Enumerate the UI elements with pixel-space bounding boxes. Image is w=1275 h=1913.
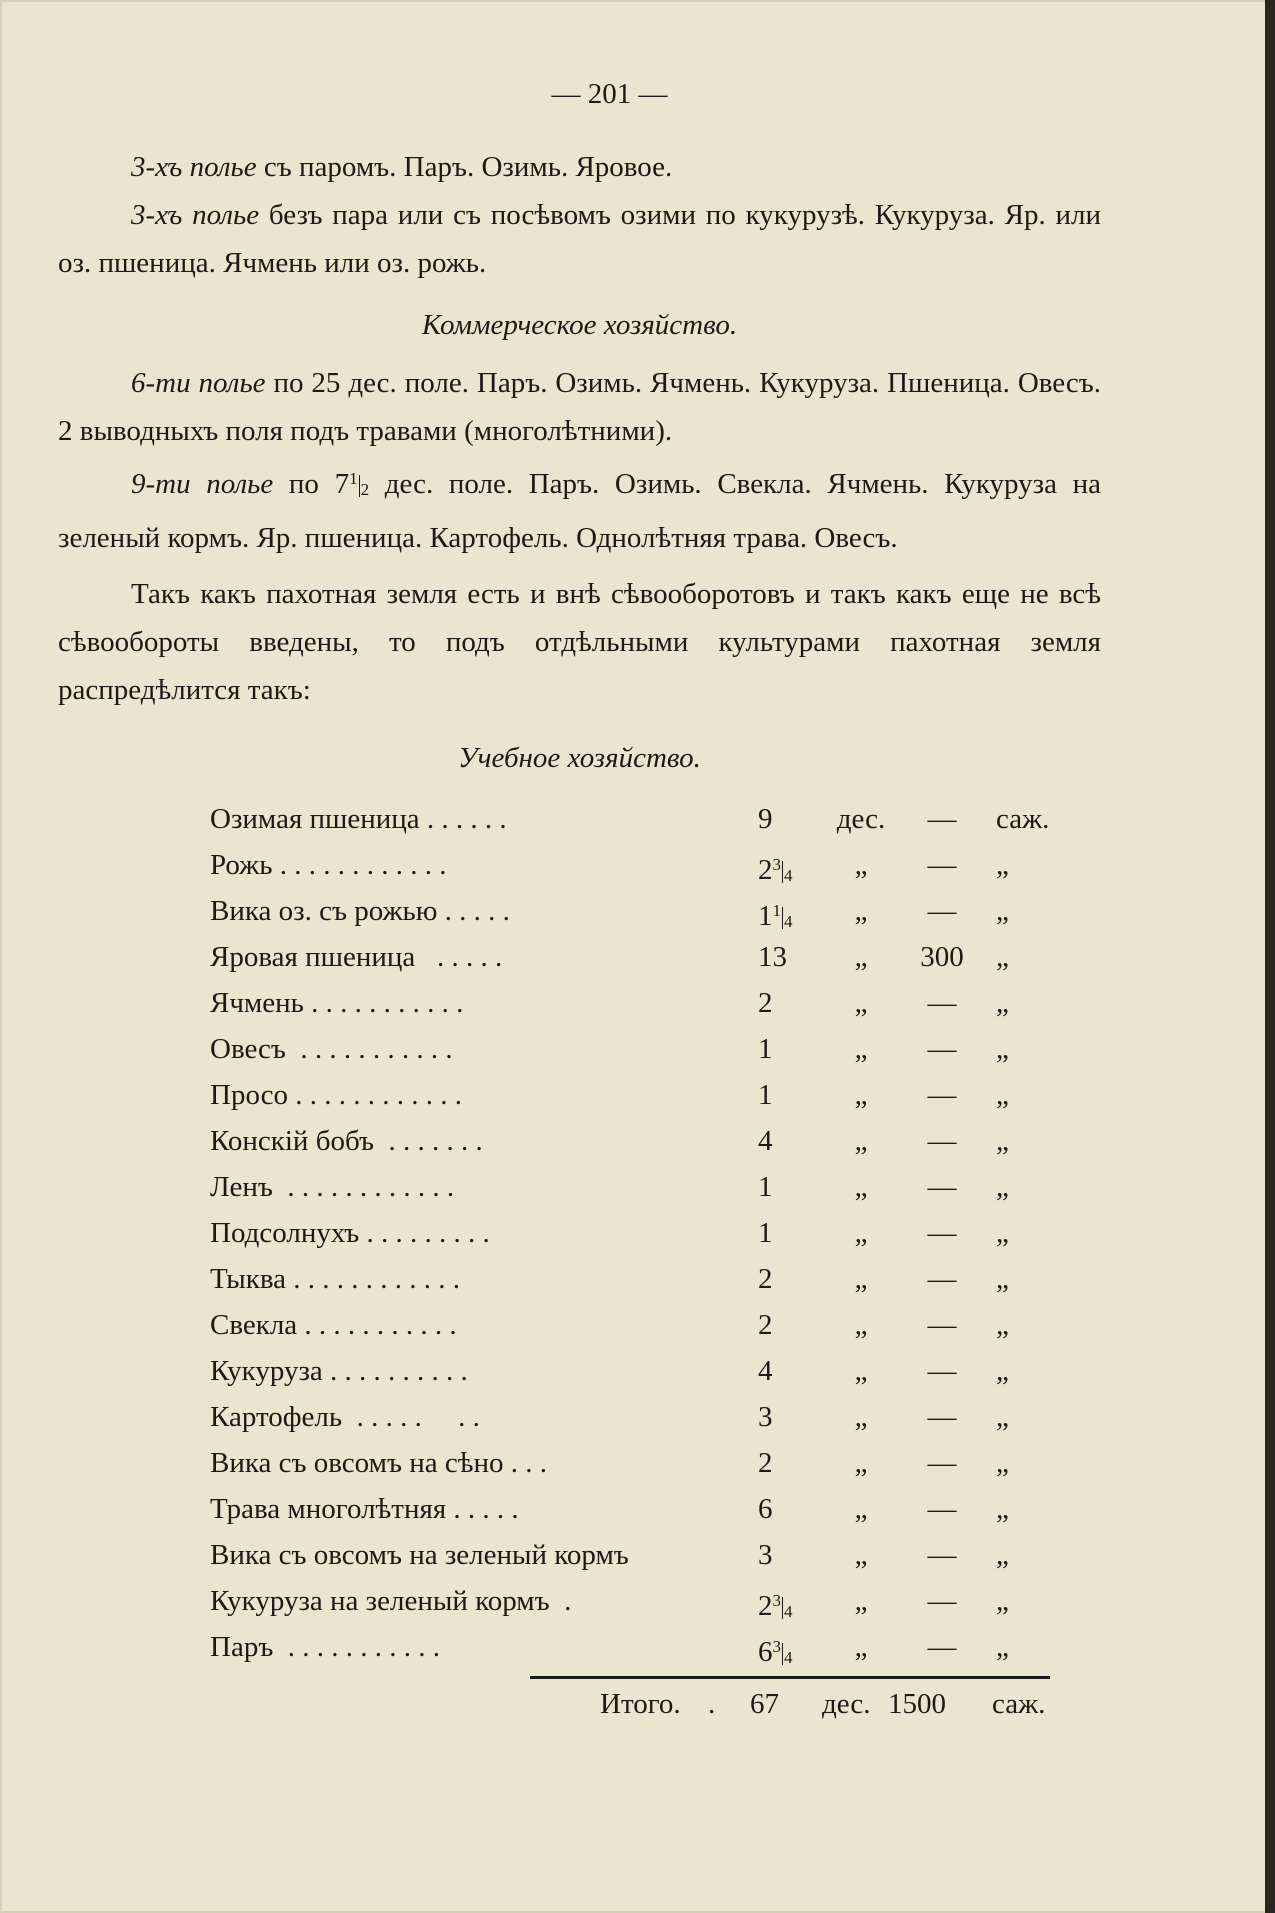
total-qty: 67 bbox=[750, 1688, 779, 1720]
crop-name: Картофель . . . . . . . bbox=[210, 1401, 480, 1433]
area-unit: „ bbox=[854, 1401, 868, 1433]
quantity-whole: 1 bbox=[758, 1217, 773, 1249]
quantity-whole: 3 bbox=[758, 1539, 773, 1571]
area-unit: „ bbox=[854, 1217, 868, 1249]
sazhen-unit: „ bbox=[996, 1447, 1009, 1479]
table-row bbox=[210, 1118, 1030, 1164]
area-unit: „ bbox=[854, 1309, 868, 1341]
fraction-denominator: 4 bbox=[784, 866, 793, 885]
crop-name: Рожь . . . . . . . . . . . . bbox=[210, 849, 447, 881]
quantity-whole: 1 bbox=[758, 1079, 773, 1111]
crop-name: Паръ . . . . . . . . . . . bbox=[210, 1631, 441, 1663]
quantity-whole: 6 bbox=[758, 1493, 773, 1525]
sazhen-value: — bbox=[927, 1585, 957, 1617]
quantity-whole: 2 bbox=[758, 1447, 773, 1479]
fraction-numerator: 3 bbox=[772, 1591, 781, 1610]
sazhen-unit: „ bbox=[996, 849, 1009, 881]
crop-name: Свекла . . . . . . . . . . . bbox=[210, 1309, 457, 1341]
crop-quantity bbox=[758, 1532, 818, 1578]
fraction-bar bbox=[782, 1597, 783, 1619]
table-row bbox=[210, 1624, 1030, 1670]
sazhen-value: — bbox=[927, 1263, 957, 1295]
table-row bbox=[210, 1072, 1030, 1118]
sazhen-value: — bbox=[927, 895, 957, 927]
table-row bbox=[210, 1532, 1030, 1578]
crop-quantity bbox=[758, 1072, 818, 1118]
area-unit: „ bbox=[854, 849, 868, 881]
crop-name: Тыква . . . . . . . . . . . . bbox=[210, 1263, 461, 1295]
sazhen-unit: „ bbox=[996, 1263, 1009, 1295]
total-unit: дес. bbox=[822, 1688, 871, 1720]
crop-name: Просо . . . . . . . . . . . . bbox=[210, 1079, 463, 1111]
sazhen-unit: „ bbox=[996, 1125, 1009, 1157]
sazhen-value: — bbox=[927, 1539, 957, 1571]
crop-name: Овесъ . . . . . . . . . . . bbox=[210, 1033, 453, 1065]
table-row bbox=[210, 980, 1030, 1026]
sazhen-value: — bbox=[927, 1217, 957, 1249]
sazhen-unit: „ bbox=[996, 1079, 1009, 1111]
quantity-whole: 1 bbox=[758, 1033, 773, 1065]
table-row bbox=[210, 842, 1030, 888]
quantity-whole: 13 bbox=[758, 941, 787, 973]
sazhen-value: 300 bbox=[920, 941, 964, 973]
area-unit: „ bbox=[854, 895, 868, 927]
fraction-bar bbox=[782, 1643, 783, 1665]
fraction-denominator: 4 bbox=[784, 1648, 793, 1667]
sazhen-value: — bbox=[927, 987, 957, 1019]
crop-name: Ячмень . . . . . . . . . . . bbox=[210, 987, 464, 1019]
table-row bbox=[210, 796, 1050, 842]
sazhen-value: — bbox=[927, 1033, 957, 1065]
total-unit2: саж. bbox=[992, 1688, 1046, 1720]
crop-name: Кукуруза на зеленый кормъ . bbox=[210, 1585, 572, 1617]
total-sazh: 1500 bbox=[888, 1688, 946, 1720]
crop-name: Вика съ овсомъ на сѣно . . . bbox=[210, 1447, 547, 1479]
crop-quantity bbox=[758, 1486, 818, 1532]
sazhen-value: — bbox=[927, 849, 957, 881]
sazhen-value: — bbox=[927, 1171, 957, 1203]
table-row bbox=[210, 1348, 1030, 1394]
crop-quantity bbox=[758, 1256, 818, 1302]
fraction-bar bbox=[782, 907, 783, 929]
area-unit: „ bbox=[854, 1539, 868, 1571]
quantity-whole: 1 bbox=[758, 1171, 773, 1203]
sazhen-value: — bbox=[927, 1309, 957, 1341]
area-unit: дес. bbox=[836, 803, 886, 835]
crop-quantity bbox=[758, 1302, 818, 1348]
crop-quantity bbox=[758, 1118, 818, 1164]
area-unit: „ bbox=[854, 1447, 868, 1479]
crop-name: Конскій бобъ . . . . . . . bbox=[210, 1125, 483, 1157]
page-number: — 201 — bbox=[551, 78, 668, 110]
crop-quantity bbox=[758, 980, 818, 1026]
crop-name: Вика оз. съ рожью . . . . . bbox=[210, 895, 510, 927]
quantity-whole: 2 bbox=[758, 1590, 773, 1622]
fraction-denominator: 4 bbox=[784, 1602, 793, 1621]
sazhen-value: — bbox=[927, 1125, 957, 1157]
crop-quantity bbox=[758, 1210, 818, 1256]
quantity-whole: 4 bbox=[758, 1355, 773, 1387]
table-row bbox=[210, 1164, 1030, 1210]
fraction-numerator: 1 bbox=[772, 901, 781, 920]
area-unit: „ bbox=[854, 941, 868, 973]
sazhen-value: — bbox=[927, 1355, 957, 1387]
sazhen-unit: „ bbox=[996, 1539, 1009, 1571]
heading-commercial: Коммерческое хозяйство. bbox=[421, 309, 738, 341]
table-row bbox=[210, 1210, 1030, 1256]
area-unit: „ bbox=[854, 1079, 868, 1111]
crop-name: Подсолнухъ . . . . . . . . . bbox=[210, 1217, 490, 1249]
crop-name: Озимая пшеница . . . . . . bbox=[210, 803, 507, 835]
quantity-whole: 9 bbox=[758, 803, 773, 835]
sazhen-unit: „ bbox=[996, 1217, 1009, 1249]
table-row bbox=[210, 1026, 1030, 1072]
crop-name: Яровая пшеница . . . . . bbox=[210, 941, 503, 973]
paragraph-4: 9-ти полье по $7^1_2$ дес. поле. Паръ. Озимь. Свекла. Ячмень. Кукуруза на зеленый кормъ. Яр. пшеница. Картофель. Однолѣтняя трава. Овесъ. bbox=[58, 468, 1102, 554]
sazhen-unit: саж. bbox=[996, 803, 1050, 835]
sazhen-value: — bbox=[927, 1401, 957, 1433]
sazhen-unit: „ bbox=[996, 941, 1009, 973]
crop-quantity bbox=[758, 1164, 818, 1210]
fraction-numerator: 3 bbox=[772, 1637, 781, 1656]
crop-table bbox=[210, 796, 1050, 1670]
crop-quantity bbox=[758, 796, 818, 842]
crop-name: Вика съ овсомъ на зеленый кормъ bbox=[210, 1539, 629, 1571]
fraction-bar bbox=[782, 861, 783, 883]
sazhen-value: — bbox=[927, 1493, 957, 1525]
sazhen-unit: „ bbox=[996, 987, 1009, 1019]
crop-quantity bbox=[758, 1348, 818, 1394]
table-row bbox=[210, 934, 1030, 980]
sazhen-unit: „ bbox=[996, 1171, 1009, 1203]
crop-quantity bbox=[758, 1026, 818, 1072]
sazhen-unit: „ bbox=[996, 1585, 1009, 1617]
crop-name: Ленъ . . . . . . . . . . . . bbox=[210, 1171, 455, 1203]
quantity-whole: 6 bbox=[758, 1636, 773, 1668]
paragraph-2: 3-хъ полье безъ пара или съ посѣвомъ озими по кукурузѣ. Кукуруза. Яр. или оз. пшеница. Ячмень или оз. рожь. bbox=[58, 199, 1101, 279]
sazhen-unit: „ bbox=[996, 1033, 1009, 1065]
table-row bbox=[210, 1578, 1030, 1624]
sazhen-unit: „ bbox=[996, 1493, 1009, 1525]
sazhen-unit: „ bbox=[996, 1631, 1009, 1663]
paragraph-3: 6-ти полье по 25 дес. поле. Паръ. Озимь. Ячмень. Кукуруза. Пшеница. Овесъ. 2 выводныхъ поля подъ травами (многолѣтними). bbox=[58, 367, 1102, 447]
table-row bbox=[210, 1256, 1030, 1302]
crop-name: Трава многолѣтняя . . . . . bbox=[210, 1493, 519, 1525]
sazhen-value: — bbox=[927, 803, 957, 835]
quantity-whole: 2 bbox=[758, 1263, 773, 1295]
crop-quantity bbox=[758, 1440, 818, 1486]
area-unit: „ bbox=[854, 987, 868, 1019]
fraction-denominator: 4 bbox=[784, 912, 793, 931]
fraction-numerator: 3 bbox=[772, 855, 781, 874]
crop-name: Кукуруза . . . . . . . . . . bbox=[210, 1355, 468, 1387]
quantity-whole: 2 bbox=[758, 987, 773, 1019]
paragraph-5: Такъ какъ пахотная земля есть и внѣ сѣвооборотовъ и такъ какъ еще не всѣ сѣвообороты введены, то подъ отдѣльными культурами пахотная земля распредѣлится такъ: bbox=[58, 578, 1101, 706]
table-row bbox=[210, 1440, 1030, 1486]
crop-quantity bbox=[758, 934, 818, 980]
quantity-whole: 3 bbox=[758, 1401, 773, 1433]
paragraph-1: 3-хъ полье съ паромъ. Паръ. Озимь. Яровое. bbox=[131, 151, 673, 183]
table-row bbox=[210, 1486, 1030, 1532]
total-label: Итого. bbox=[600, 1688, 681, 1720]
area-unit: „ bbox=[854, 1493, 868, 1525]
total-dot: . bbox=[708, 1688, 716, 1720]
sazhen-value: — bbox=[927, 1447, 957, 1479]
total-row bbox=[210, 1679, 1101, 1729]
quantity-whole: 4 bbox=[758, 1125, 773, 1157]
area-unit: „ bbox=[854, 1171, 868, 1203]
sazhen-unit: „ bbox=[996, 1355, 1009, 1387]
sazhen-unit: „ bbox=[996, 1309, 1009, 1341]
fraction-bar bbox=[359, 475, 360, 497]
table-row bbox=[210, 1302, 1030, 1348]
sazhen-value: — bbox=[927, 1079, 957, 1111]
area-unit: „ bbox=[854, 1125, 868, 1157]
quantity-whole: 2 bbox=[758, 1309, 773, 1341]
table-row bbox=[210, 888, 1030, 934]
sazhen-unit: „ bbox=[996, 895, 1009, 927]
crop-quantity bbox=[758, 1394, 818, 1440]
quantity-whole: 1 bbox=[758, 900, 773, 932]
area-unit: „ bbox=[854, 1355, 868, 1387]
sazhen-value: — bbox=[927, 1631, 957, 1663]
table-row bbox=[210, 1394, 1030, 1440]
crop-quantity bbox=[758, 1624, 818, 1681]
sazhen-unit: „ bbox=[996, 1401, 1009, 1433]
area-unit: „ bbox=[854, 1033, 868, 1065]
area-unit: „ bbox=[854, 1585, 868, 1617]
area-unit: „ bbox=[854, 1263, 868, 1295]
area-unit: „ bbox=[854, 1631, 868, 1663]
heading-educational: Учебное хозяйство. bbox=[458, 742, 701, 774]
quantity-whole: 2 bbox=[758, 854, 773, 886]
